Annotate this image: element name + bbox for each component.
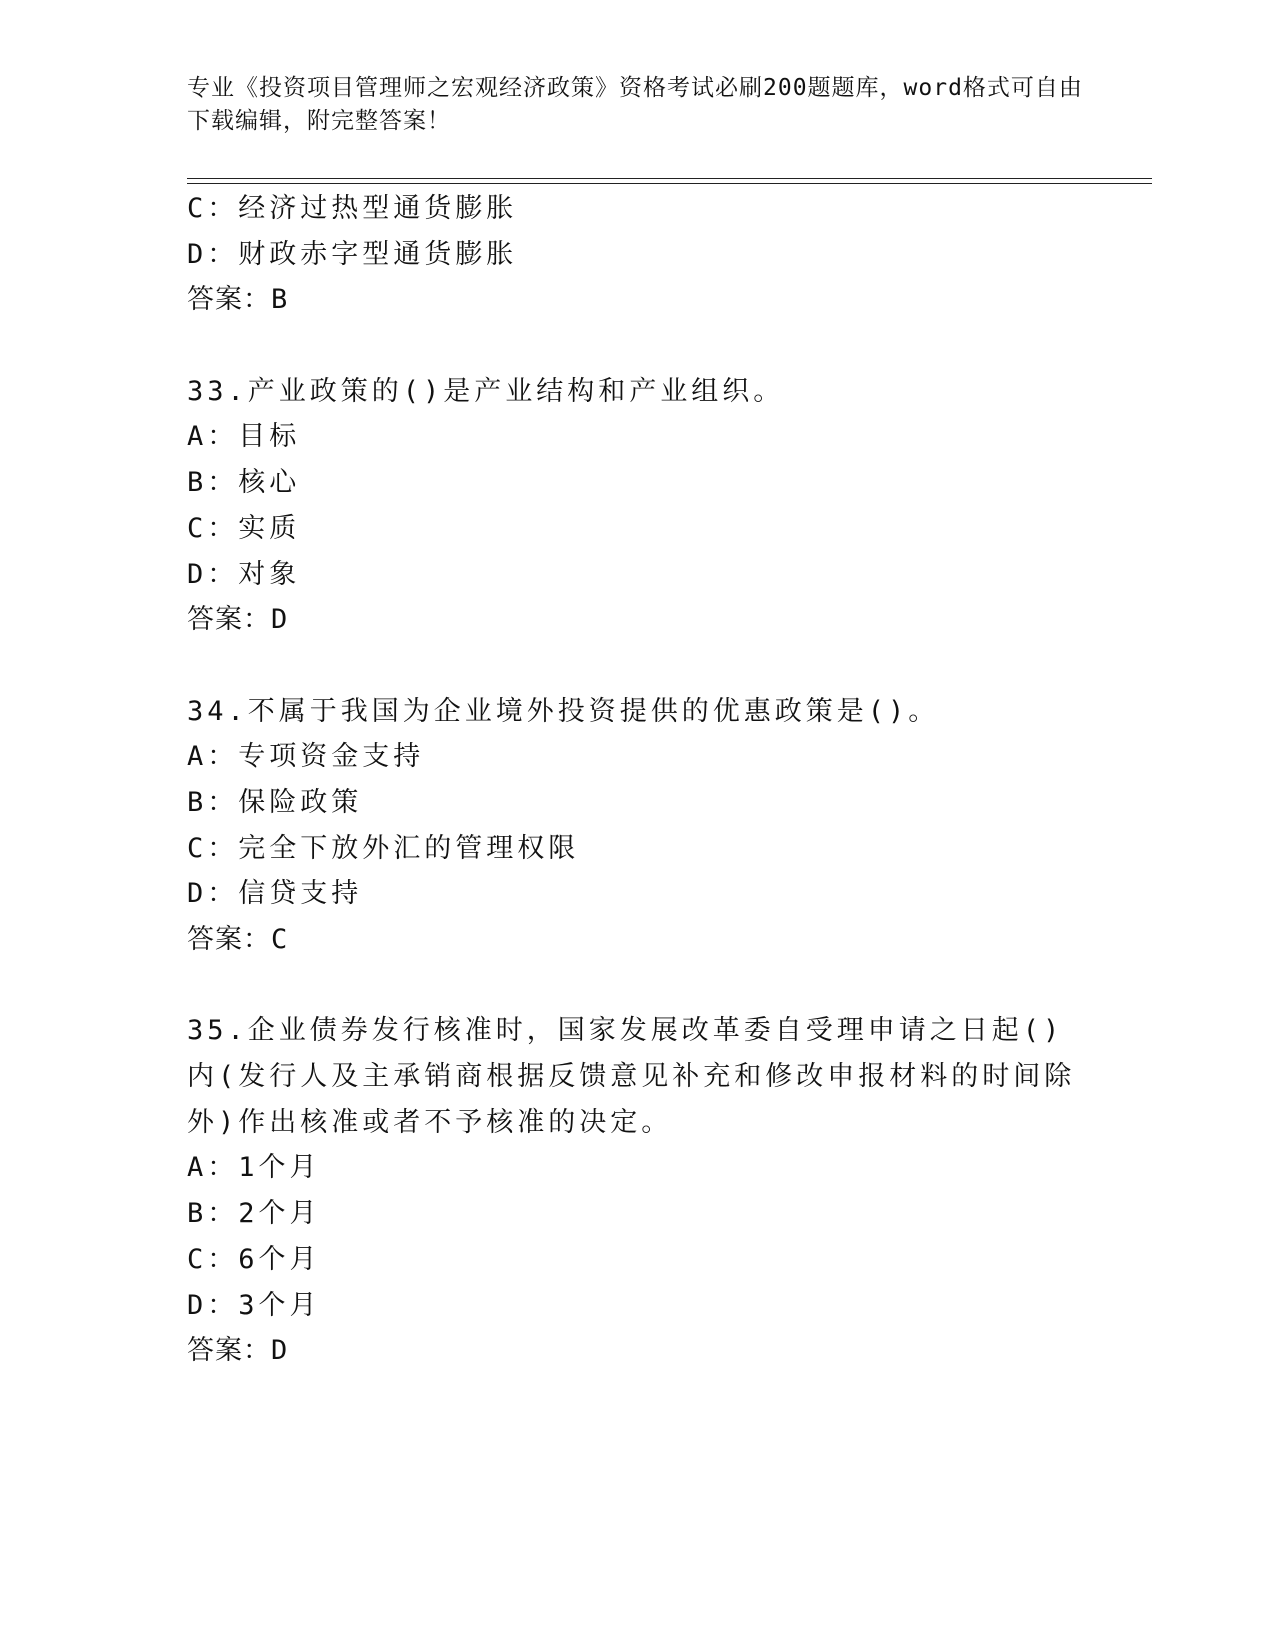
previous-question-tail [187, 186, 1087, 323]
answer-line: 答案：B [187, 284, 289, 316]
option-d: D：对象 [187, 558, 301, 590]
answer-line: 答案：D [187, 604, 289, 636]
header-double-rule [187, 178, 1152, 184]
question-stem: 33.产业政策的()是产业结构和产业组织。 [187, 375, 785, 407]
spacer [187, 643, 1087, 689]
question-35 [187, 1008, 1087, 1374]
option-a: A：目标 [187, 421, 301, 453]
option-b: B：保险政策 [187, 786, 363, 818]
option-c: C：6个月 [187, 1243, 321, 1275]
option-c: C：完全下放外汇的管理权限 [187, 832, 580, 864]
option-b: B：2个月 [187, 1198, 321, 1230]
spacer [187, 963, 1087, 1009]
option-d: D：3个月 [187, 1289, 321, 1321]
question-34 [187, 689, 1087, 963]
answer-line: 答案：C [187, 924, 289, 955]
question-stem: 35.企业债券发行核准时，国家发展改革委自受理申请之日起()内(发行人及主承销商根据反馈意见补充和修改申报材料的时间除外)作出核准或者不予核准的决定。 [187, 1015, 1076, 1138]
spacer [187, 323, 1087, 369]
option-c: C：实质 [187, 512, 301, 544]
question-33 [187, 369, 1087, 643]
question-stem: 34.不属于我国为企业境外投资提供的优惠政策是()。 [187, 695, 940, 727]
option-a: A：1个月 [187, 1152, 321, 1184]
option-c: C：经济过热型通货膨胀 [187, 193, 518, 224]
option-d: D：信贷支持 [187, 878, 363, 910]
answer-line: 答案：D [187, 1335, 289, 1367]
document-header: 专业《投资项目管理师之宏观经济政策》资格考试必刷200题题库，word格式可自由下载编辑，附完整答案！ [187, 75, 1083, 134]
document-body [187, 186, 1087, 1374]
option-d: D：财政赤字型通货膨胀 [187, 238, 518, 270]
option-b: B：核心 [187, 467, 301, 499]
option-a: A：专项资金支持 [187, 741, 425, 773]
